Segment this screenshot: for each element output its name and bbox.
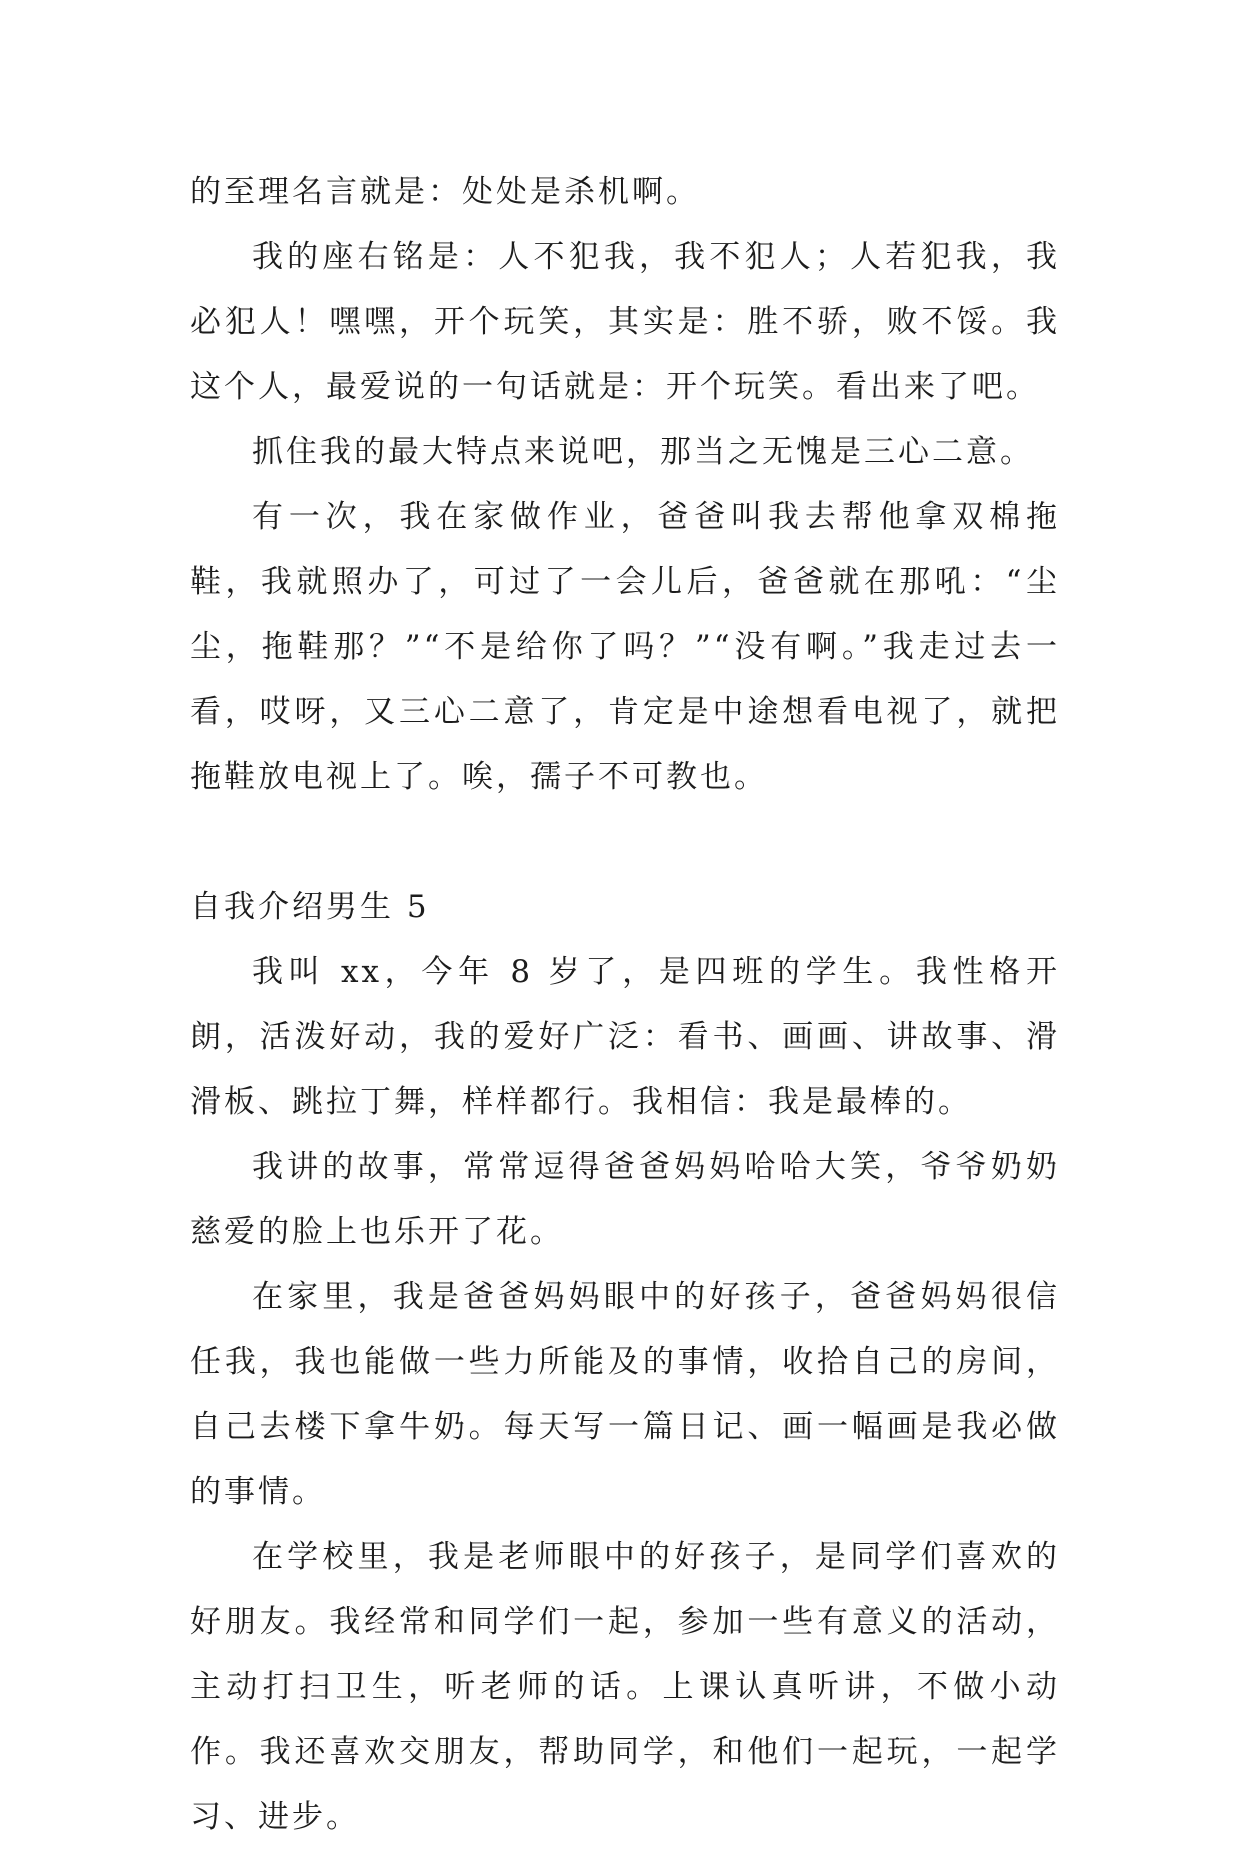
paragraph-home: 在家里，我是爸爸妈妈眼中的好孩子，爸爸妈妈很信任我，我也能做一些力所能及的事情，收拾自己的房间，自己去楼下拿牛奶。每天写一篇日记、画一幅画是我必做的事情。: [190, 1279, 1060, 1510]
section-heading: 自我介绍男生 5: [190, 889, 430, 925]
paragraph-trait: 抓住我的最大特点来说吧，那当之无愧是三心二意。: [252, 434, 1034, 470]
paragraph-stories: 我讲的故事，常常逗得爸爸妈妈哈哈大笑，爷爷奶奶慈爱的脸上也乐开了花。: [190, 1149, 1060, 1250]
paragraph-school: 在学校里，我是老师眼中的好孩子，是同学们喜欢的好朋友。我经常和同学们一起，参加一些有意义的活动，主动打扫卫生，听老师的话。上课认真听讲，不做小动作。我还喜欢交朋友，帮助同学，和他们一起玩，一起学习、进步。: [190, 1539, 1060, 1835]
paragraph-intro: 我叫 xx，今年 8 岁了，是四班的学生。我性格开朗，活泼好动，我的爱好广泛：看书、画画、讲故事、滑滑板、跳拉丁舞，样样都行。我相信：我是最棒的。: [190, 954, 1060, 1120]
paragraph-anecdote: 有一次，我在家做作业，爸爸叫我去帮他拿双棉拖鞋，我就照办了，可过了一会儿后，爸爸就在那吼：“尘尘，拖鞋那？”“不是给你了吗？”“没有啊。”我走过去一看，哎呀，又三心二意了，肯定是中途想看电视了，就把拖鞋放电视上了。唉，孺子不可教也。: [190, 499, 1060, 795]
paragraph-motto: 我的座右铭是：人不犯我，我不犯人；人若犯我，我必犯人！嘿嘿，开个玩笑，其实是：胜不骄，败不馁。我这个人，最爱说的一句话就是：开个玩笑。看出来了吧。: [190, 239, 1060, 405]
paragraph-continuation: 的至理名言就是：处处是杀机啊。: [190, 174, 700, 210]
document-body: [190, 160, 1060, 1850]
